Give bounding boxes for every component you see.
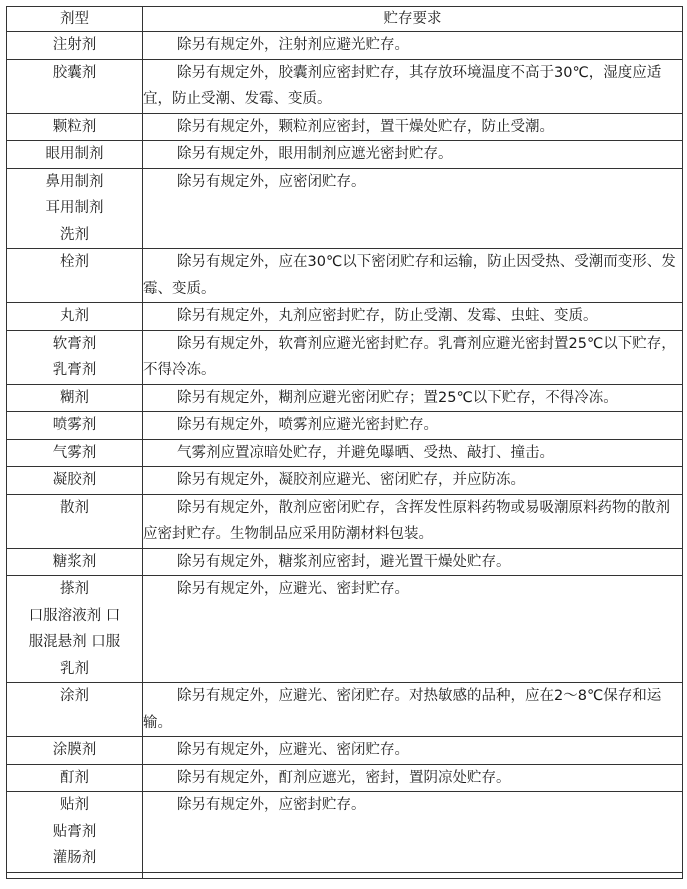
dosage-form-name: 耳用制剂 (45, 200, 104, 216)
dosage-form-cell (7, 439, 143, 467)
dosage-form-cell (7, 467, 143, 495)
dosage-form-name: 灌肠剂 (52, 850, 97, 866)
dosage-form-name: 糖浆剂 (52, 553, 97, 570)
dosage-form-cell (7, 494, 143, 548)
table-row (7, 412, 683, 440)
empty-cell (7, 872, 143, 878)
table-row (7, 59, 683, 113)
storage-requirement-cell: 除另有规定外，软膏剂应避光密封贮存。乳膏剂应避光密封置25℃以下贮存，不得冷冻。 (143, 330, 683, 384)
storage-requirement-cell: 气雾剂应置凉暗处贮存，并避免曝晒、受热、敲打、撞击。 (143, 439, 683, 467)
dosage-form-name: 酊剂 (60, 769, 89, 786)
table-row (7, 141, 683, 169)
table-row (7, 494, 683, 548)
storage-requirement-cell: 除另有规定外，散剂应密闭贮存，含挥发性原料药物或易吸潮原料药物的散剂应密封贮存。生物制品应采用防潮材料包装。 (143, 494, 683, 548)
dosage-form-cell (7, 32, 143, 60)
header-storage-requirement: 贮存要求 (143, 7, 683, 32)
table-row (7, 548, 683, 576)
dosage-form-cell (7, 141, 143, 169)
dosage-form-name: 散剂 (60, 499, 89, 516)
dosage-form-name: 软膏剂 (52, 335, 97, 352)
storage-requirements-table (6, 6, 683, 879)
storage-requirement-cell: 除另有规定外，应避光、密封贮存。 (143, 576, 683, 683)
storage-requirement-cell: 除另有规定外，胶囊剂应密封贮存，其存放环境温度不高于30℃，湿度应适宜，防止受潮、发霉、变质。 (143, 59, 683, 113)
dosage-form-name: 颗粒剂 (52, 118, 97, 135)
storage-requirement-cell: 除另有规定外，颗粒剂应密封，置干燥处贮存，防止受潮。 (143, 113, 683, 141)
table-row (7, 576, 683, 683)
table-row (7, 384, 683, 412)
dosage-form-name: 贴膏剂 (52, 823, 97, 840)
dosage-form-cell (7, 412, 143, 440)
dosage-form-name: 贴剂 (60, 797, 89, 813)
dosage-form-name: 气雾剂 (52, 444, 97, 461)
storage-requirement-cell: 除另有规定外，喷雾剂应避光密封贮存。 (143, 412, 683, 440)
dosage-form-name: 丸剂 (60, 308, 89, 324)
table-row (7, 249, 683, 303)
dosage-form-name: 眼用制剂 (45, 146, 104, 162)
dosage-form-name: 服混悬剂 口服 (28, 634, 121, 650)
storage-requirement-cell: 除另有规定外，酊剂应遮光，密封，置阴凉处贮存。 (143, 764, 683, 792)
storage-requirement-cell: 除另有规定外，应避光、密闭贮存。 (143, 737, 683, 765)
dosage-form-cell (7, 764, 143, 792)
dosage-form-name: 鼻用制剂 (45, 173, 104, 190)
dosage-form-name: 注射剂 (52, 37, 97, 53)
storage-requirement-cell: 除另有规定外，应在30℃以下密闭贮存和运输，防止因受热、受潮而变形、发霉、变质。 (143, 249, 683, 303)
dosage-form-name: 涂剂 (60, 688, 89, 704)
header-dosage-form: 剂型 (7, 7, 143, 32)
table-row (7, 168, 683, 249)
dosage-form-name: 搽剂 (60, 581, 89, 597)
dosage-form-name: 乳膏剂 (52, 362, 97, 378)
storage-requirement-cell: 除另有规定外，糖浆剂应密封，避光置干燥处贮存。 (143, 548, 683, 576)
storage-requirement-cell: 除另有规定外，眼用制剂应遮光密封贮存。 (143, 141, 683, 169)
dosage-form-cell (7, 59, 143, 113)
dosage-form-cell (7, 792, 143, 873)
dosage-form-cell (7, 737, 143, 765)
table-row (7, 683, 683, 737)
storage-requirement-cell: 除另有规定外，丸剂应密封贮存，防止受潮、发霉、虫蛀、变质。 (143, 303, 683, 331)
storage-requirement-cell: 除另有规定外，注射剂应避光贮存。 (143, 32, 683, 60)
storage-requirement-cell: 除另有规定外，凝胶剂应避光、密闭贮存，并应防冻。 (143, 467, 683, 495)
dosage-form-cell (7, 249, 143, 303)
dosage-form-cell (7, 303, 143, 331)
table-row (7, 113, 683, 141)
dosage-form-name: 喷雾剂 (52, 417, 97, 433)
dosage-form-cell (7, 576, 143, 683)
table-header-row (7, 7, 683, 32)
table-row (7, 792, 683, 873)
table-row (7, 303, 683, 331)
dosage-form-name: 胶囊剂 (52, 64, 97, 81)
storage-requirement-cell: 除另有规定外，应密封贮存。 (143, 792, 683, 873)
empty-cell (143, 872, 683, 878)
table-row-continuation (7, 872, 683, 878)
dosage-form-name: 栓剂 (60, 254, 89, 270)
dosage-form-name: 洗剂 (60, 226, 89, 243)
dosage-form-cell (7, 384, 143, 412)
dosage-form-name: 乳剂 (60, 660, 89, 677)
table-body (7, 32, 683, 879)
dosage-form-name: 口服溶液剂 口 (28, 607, 121, 624)
dosage-form-name: 凝胶剂 (52, 472, 97, 488)
table-row (7, 439, 683, 467)
table-row (7, 330, 683, 384)
dosage-form-cell (7, 113, 143, 141)
storage-requirement-cell: 除另有规定外，应密闭贮存。 (143, 168, 683, 249)
table-row (7, 467, 683, 495)
storage-requirement-cell: 除另有规定外，糊剂应避光密闭贮存；置25℃以下贮存，不得冷冻。 (143, 384, 683, 412)
dosage-form-cell (7, 330, 143, 384)
dosage-form-cell (7, 683, 143, 737)
dosage-form-cell (7, 168, 143, 249)
dosage-form-name: 糊剂 (60, 389, 89, 406)
table-row (7, 32, 683, 60)
table-row (7, 737, 683, 765)
storage-requirement-cell: 除另有规定外，应避光、密闭贮存。对热敏感的品种，应在2～8℃保存和运输。 (143, 683, 683, 737)
dosage-form-cell (7, 548, 143, 576)
dosage-form-name: 涂膜剂 (52, 742, 97, 758)
table-row (7, 764, 683, 792)
